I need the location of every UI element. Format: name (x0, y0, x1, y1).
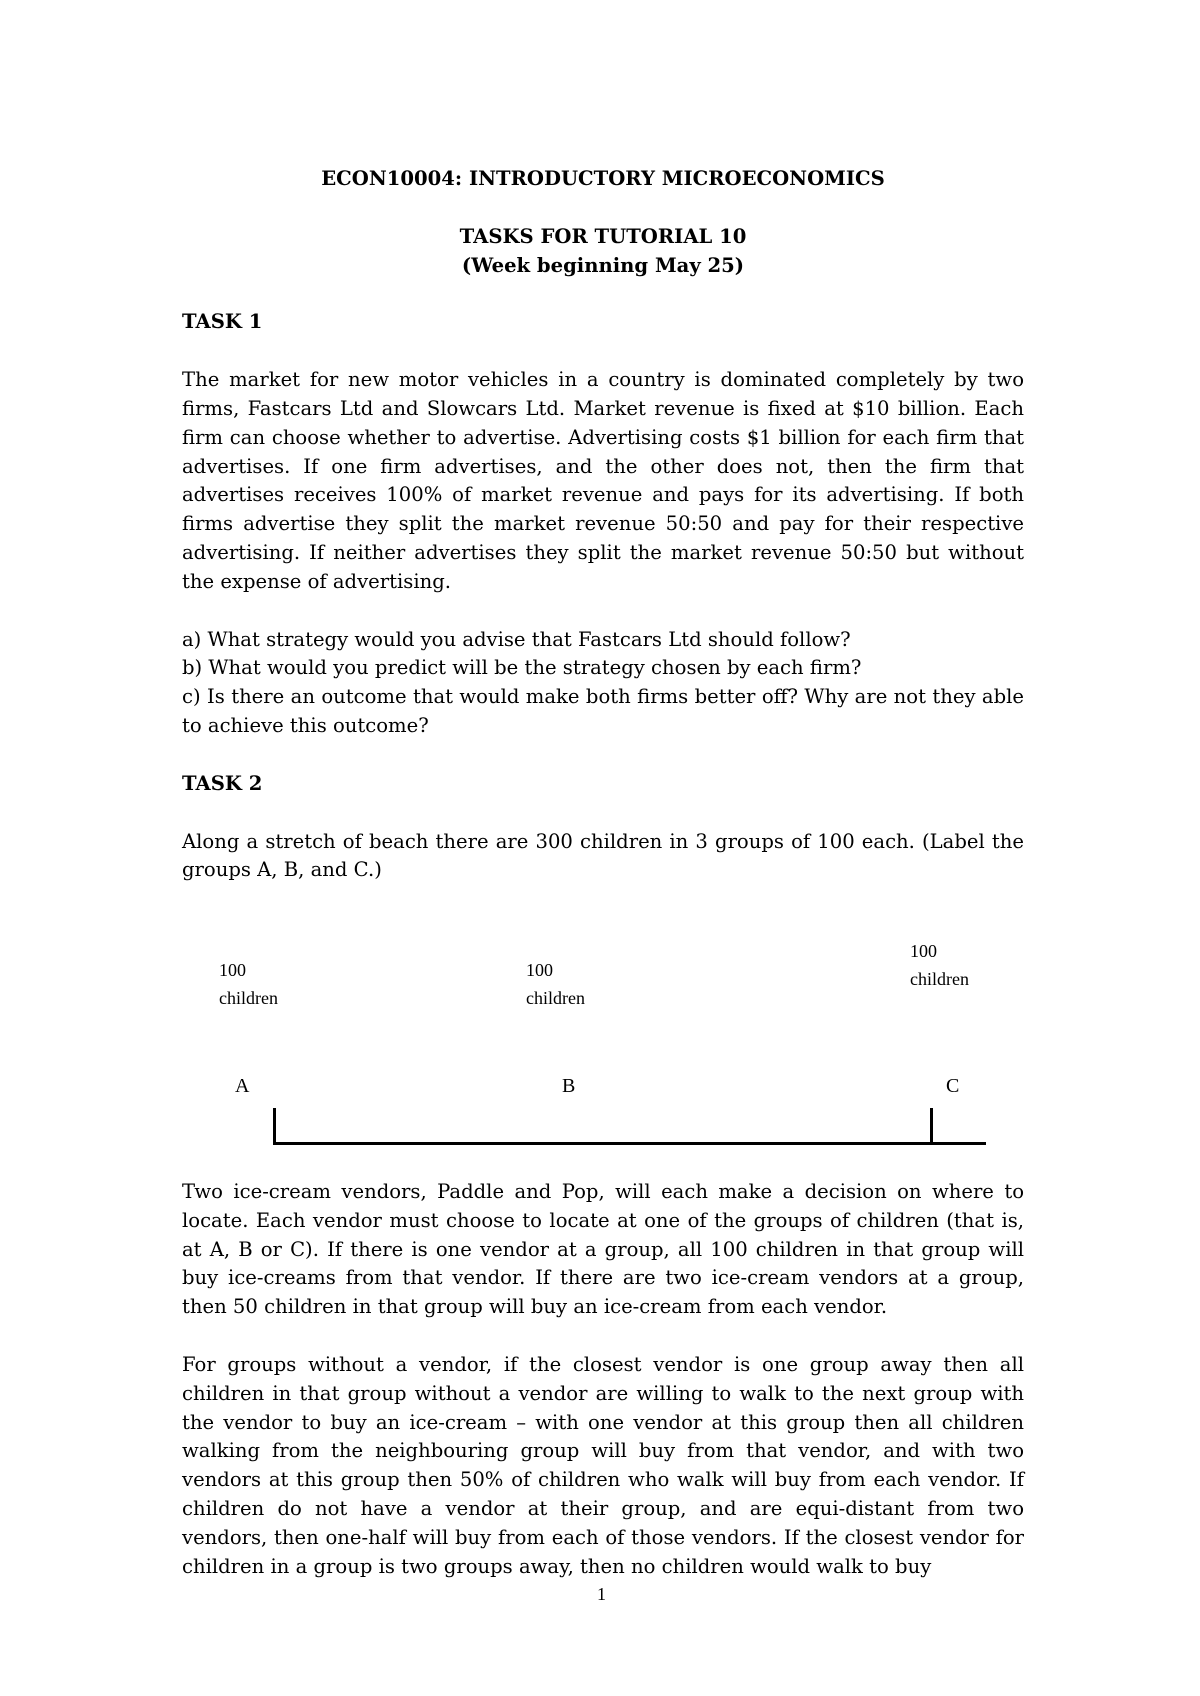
page-content (182, 165, 1024, 885)
group-b-count: 100 (526, 960, 553, 980)
task-2-paragraph-2: For groups without a vendor, if the closest vendor is one group away then all children in that group without a vendor are willing to walk to the next group with the vendor to buy an ice-cream – with one vendor at this group then all children walking from the neighbouring group will buy from that vendor, and with two vendors at this group then 50% of children who walk will buy from each vendor. If children do not have a vendor at their group, and are equi-distant from two vendors, then one-half will buy from each of those vendors. If the closest vendor for children in a group is two groups away, then no children would walk to buy (182, 1352, 1024, 1578)
task-1-questions (182, 626, 1024, 741)
task-2-heading: TASK 2 (182, 771, 263, 795)
group-a-count: 100 (219, 960, 246, 980)
week-line: (Week beginning May 25) (461, 253, 745, 277)
title-block (182, 165, 1024, 280)
task-2-continuation (182, 1178, 1024, 1581)
page-number: 1 (597, 1584, 606, 1604)
tutorial-title: TASKS FOR TUTORIAL 10 (459, 224, 747, 248)
task-1-heading: TASK 1 (182, 310, 263, 334)
group-c-count-label (910, 937, 969, 993)
question-a: a) What strategy would you advise that Fastcars Ltd should follow? (182, 627, 851, 651)
group-a-unit: children (219, 988, 278, 1008)
point-c-label: C (946, 1075, 960, 1097)
beach-marker-a (273, 1108, 276, 1145)
course-title: ECON10004: INTRODUCTORY MICROECONOMICS (321, 167, 885, 190)
group-a-count-label (219, 956, 278, 1012)
question-b: b) What would you predict will be the strategy chosen by each firm? (182, 656, 862, 680)
task-2-paragraph-1: Two ice-cream vendors, Paddle and Pop, will each make a decision on where to locate. Each vendor must choose to locate at one of the groups of children (that is, at A, B or C). If there is one vendor at a group, all 100 children in that group will buy ice-creams from that vendor. If there are two ice-cream vendors at a group, then 50 children in that group will buy an ice-cream from each vendor. (182, 1180, 1024, 1319)
group-b-count-label (526, 956, 585, 1012)
task-2-intro: Along a stretch of beach there are 300 children in 3 groups of 100 each. (Label the groups A, B, and C.) (182, 829, 1024, 882)
task-1-paragraph: The market for new motor vehicles in a country is dominated completely by two firms, Fastcars Ltd and Slowcars Ltd. Market revenue is fixed at $10 billion. Each firm can choose whether to advertise. Advertising costs $1 billion for each firm that advertises. If one firm advertises, and the other does not, then the firm that advertises receives 100% of market revenue and pays for its advertising. If both firms advertise they split the market revenue 50:50 and pay for their respective advertising. If neither advertises they split the market revenue 50:50 but without the expense of advertising. (182, 368, 1024, 593)
group-b-unit: children (526, 988, 585, 1008)
question-c: c) Is there an outcome that would make both firms better off? Why are not they able to achieve this outcome? (182, 685, 1024, 737)
group-c-unit: children (910, 969, 969, 989)
point-a-label: A (235, 1075, 250, 1097)
beach-marker-c (930, 1108, 933, 1145)
group-c-count: 100 (910, 941, 937, 961)
beach-line (273, 1142, 986, 1145)
point-b-label: B (562, 1075, 576, 1097)
